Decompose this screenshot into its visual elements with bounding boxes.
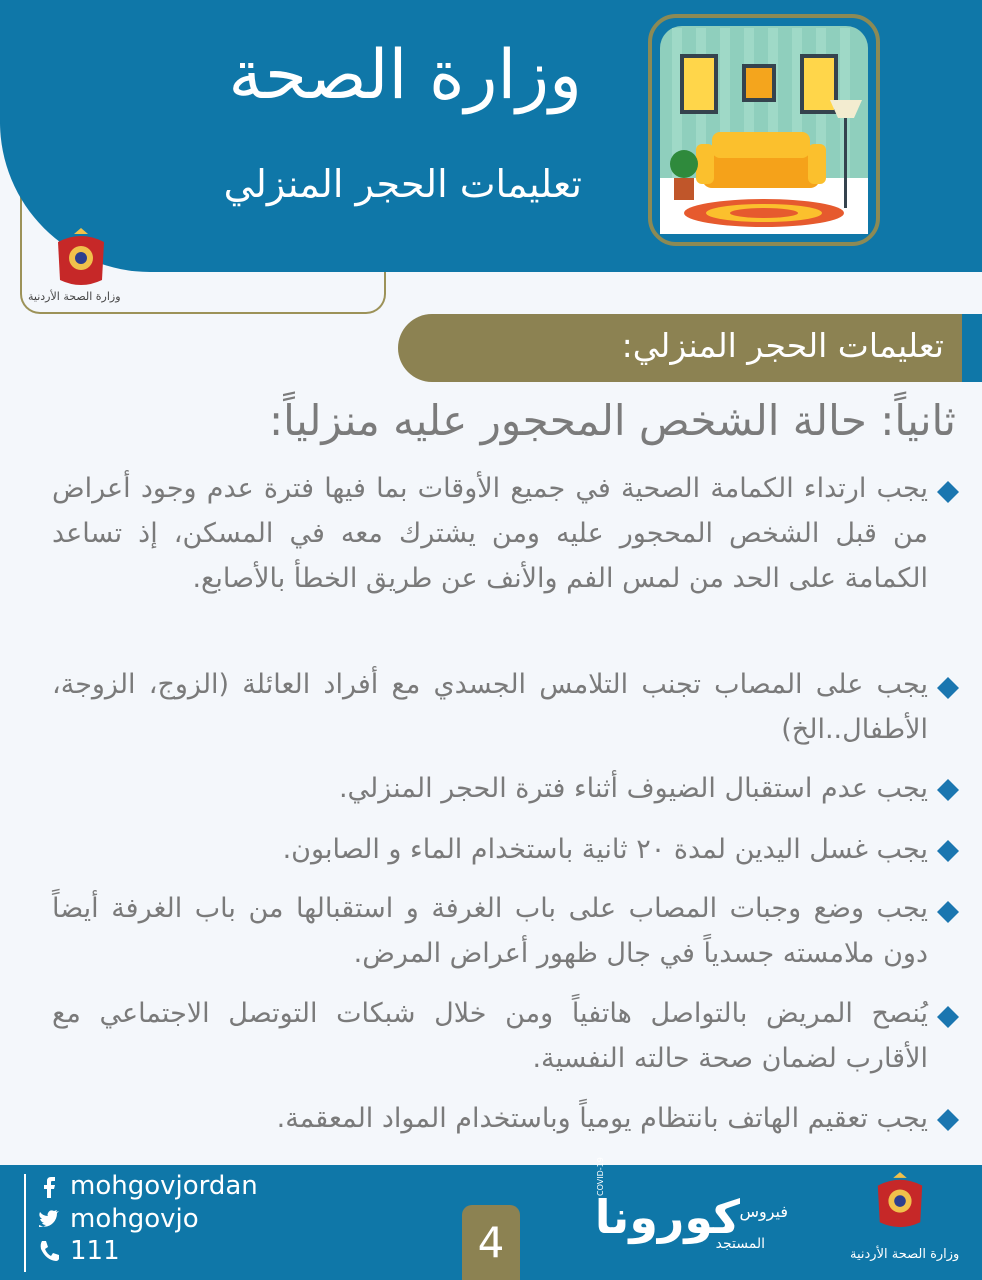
corona-suffix-text: المستجد (715, 1236, 765, 1252)
diamond-bullet-icon (934, 898, 962, 926)
room-illustration (648, 14, 880, 246)
footer-divider (24, 1174, 26, 1272)
twitter-icon (36, 1206, 62, 1232)
covid-tag: COVID-19 (596, 1157, 605, 1196)
phone-link[interactable] (36, 1236, 120, 1266)
list-item: يجب عدم استقبال الضيوف أثناء فترة الحجر المنزلي. (338, 773, 928, 804)
jordan-crest-icon (52, 228, 110, 290)
diamond-bullet-icon (934, 1003, 962, 1031)
footer-ministry-label: وزارة الصحة الأردنية (850, 1247, 960, 1262)
diamond-bullet-icon (934, 837, 962, 865)
section-title: ثانياً: حالة الشخص المحجور عليه منزلياً: (269, 396, 956, 445)
list-item: يجب على المصاب تجنب التلامس الجسدي مع أفراد العائلة (الزوج، الزوجة، الأطفال..الخ) (52, 669, 928, 745)
corona-prefix-text: فيروس (739, 1202, 788, 1221)
page-subtitle: تعليمات الحجر المنزلي (223, 162, 582, 206)
list-item: يجب ارتداء الكمامة الصحية في جميع الأوقات بما فيها فترة عدم وجود أعراض من قبل الشخص المحجور عليه ومن يشترك معه في المسكن، إذ تساعد الكمامة على الحد من لمس الفم والأنف عن طريق الخطأ بالأصابع. (52, 473, 928, 594)
list-item: يجب غسل اليدين لمدة ٢٠ ثانية باستخدام الماء و الصابون. (282, 834, 928, 865)
section-bar-label: تعليمات الحجر المنزلي: (621, 326, 944, 365)
page-number: 4 (462, 1205, 520, 1280)
phone-icon (36, 1238, 62, 1264)
facebook-handle: mohgovjordan (70, 1171, 258, 1201)
diamond-bullet-icon (934, 674, 962, 702)
twitter-handle: mohgovjo (70, 1204, 199, 1234)
ministry-logo-label: وزارة الصحة الأردنية (28, 290, 121, 303)
corona-main-text: كورونا (594, 1190, 740, 1244)
phone-number: 111 (70, 1236, 120, 1266)
diamond-bullet-icon (934, 1106, 962, 1134)
diamond-bullet-icon (934, 776, 962, 804)
jordan-crest-icon (872, 1170, 928, 1234)
list-item: يجب تعقيم الهاتف بانتظام يومياً وباستخدام المواد المعقمة. (276, 1103, 928, 1134)
facebook-icon (36, 1173, 62, 1199)
section-bar-accent (962, 314, 982, 382)
page-title: وزارة الصحة (228, 36, 582, 115)
diamond-bullet-icon (934, 478, 962, 506)
list-item: يجب وضع وجبات المصاب على باب الغرفة و استقبالها من باب الغرفة أيضاً دون ملامسته جسدياً في جال ظهور أعراض المرض. (52, 893, 928, 969)
facebook-link[interactable] (36, 1171, 258, 1201)
list-item: يُنصح المريض بالتواصل هاتفياً ومن خلال شبكات التوتصل الاجتماعي مع الأقارب لضمان صحة حالته النفسية. (52, 998, 928, 1074)
twitter-link[interactable] (36, 1204, 199, 1234)
